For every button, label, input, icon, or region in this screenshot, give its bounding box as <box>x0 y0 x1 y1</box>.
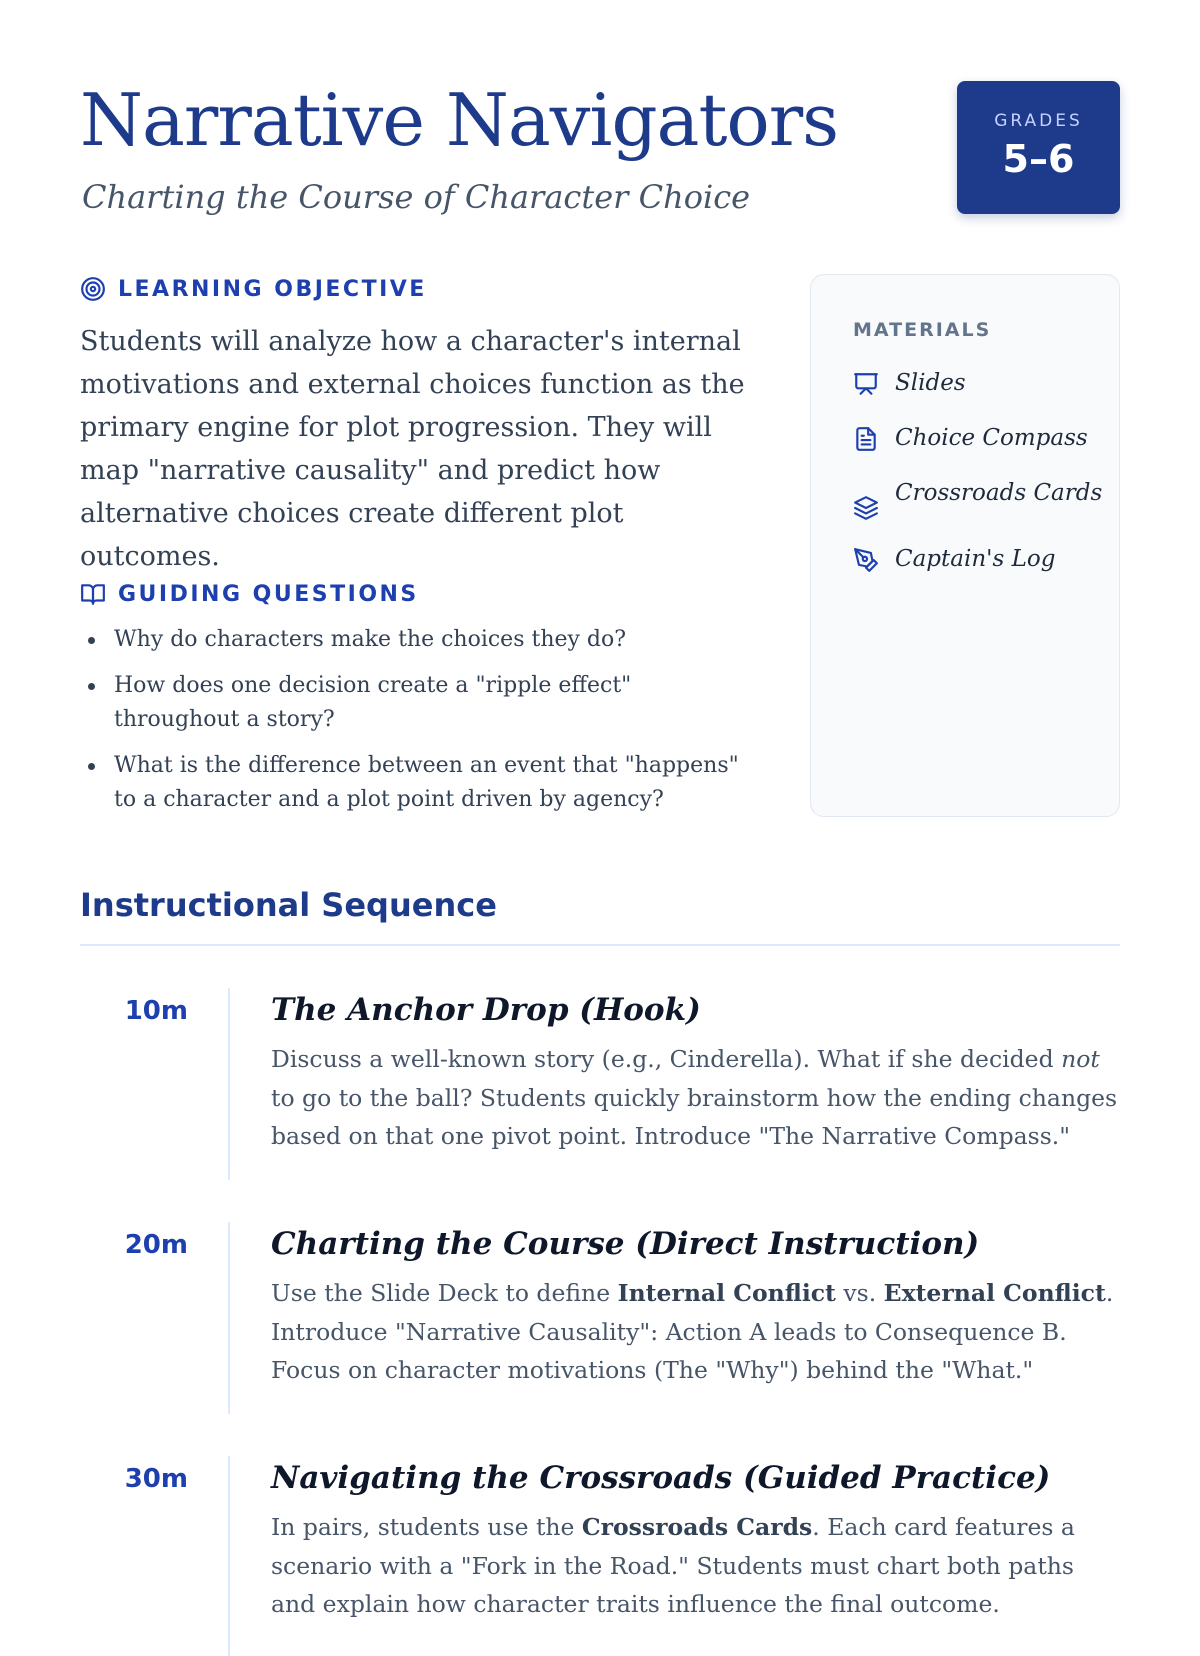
material-item-slides <box>853 367 1103 400</box>
timeline-line <box>228 1222 230 1414</box>
step-duration: 20m <box>124 1230 188 1260</box>
grade-label: GRADES <box>994 111 1083 131</box>
material-label: Choice Compass <box>895 425 1088 451</box>
step-title: Navigating the Crossroads (Guided Practice) <box>271 1460 1051 1496</box>
step-text-run: . Each card features a scenario with a "Fork in the Road." Students must chart both paths and explain how character traits influence the final outcome. <box>271 1513 1075 1618</box>
step-duration: 10m <box>124 996 188 1026</box>
grade-badge <box>957 81 1120 214</box>
material-item-choice-compass <box>853 422 1103 455</box>
sequence-heading: Instructional Sequence <box>80 886 497 924</box>
material-item-captains-log <box>853 543 1103 576</box>
materials-heading: MATERIALS <box>853 319 992 341</box>
page-title: Narrative Navigators <box>80 78 839 162</box>
list-item: What is the difference between an event that "happens" to a character and a plot point driven by agency? <box>80 749 760 817</box>
material-label: Crossroads Cards <box>895 480 1103 506</box>
step-text-run: Discuss a well-known story (e.g., Cinderella). What if she decided <box>271 1045 1062 1073</box>
step-text-run: not <box>1061 1045 1100 1073</box>
guiding-questions-list <box>80 623 760 829</box>
step-duration: 30m <box>124 1464 188 1494</box>
timeline-line <box>228 1456 230 1656</box>
step-body <box>271 1456 1120 1624</box>
material-label: Slides <box>895 370 966 396</box>
document-icon <box>853 426 879 452</box>
section-divider <box>80 944 1120 946</box>
step-body <box>271 1222 1120 1390</box>
material-label: Captain's Log <box>895 546 1056 572</box>
material-item-crossroads-cards <box>853 477 1103 521</box>
timeline-line <box>228 988 230 1180</box>
step-text-run: Use the Slide Deck to define <box>271 1279 618 1307</box>
open-book-icon <box>80 581 106 607</box>
step-text-run: to go to the ball? Students quickly brainstorm how the ending changes based on that one pivot point. Introduce "The Narrative Compass." <box>271 1083 1118 1150</box>
page-subtitle: Charting the Course of Character Choice <box>82 178 751 216</box>
step-title: Charting the Course (Direct Instruction) <box>271 1226 980 1262</box>
step-text-run: In pairs, students use the <box>271 1513 582 1541</box>
list-item: How does one decision create a "ripple effect" throughout a story? <box>80 669 760 737</box>
step-description <box>271 1040 1120 1156</box>
step-text-run: Crossroads Cards <box>581 1513 813 1541</box>
step-text-run: Internal Conflict <box>617 1279 836 1307</box>
list-item: Why do characters make the choices they do? <box>80 623 760 657</box>
step-description <box>271 1508 1120 1624</box>
step-text-run: External Conflict <box>883 1279 1106 1307</box>
step-text-run: . Introduce "Narrative Causality": Action A leads to Consequence B. Focus on character motivations (The "Why") behind the "What." <box>271 1279 1114 1384</box>
step-description <box>271 1274 1120 1390</box>
step-title: The Anchor Drop (Hook) <box>271 992 701 1028</box>
materials-card <box>810 274 1120 817</box>
grade-value: 5–6 <box>1002 137 1075 181</box>
objective-heading-label: LEARNING OBJECTIVE <box>118 276 427 302</box>
questions-heading <box>80 581 419 607</box>
questions-heading-label: GUIDING QUESTIONS <box>118 581 419 607</box>
target-icon <box>80 276 106 302</box>
step-text-run: vs. <box>835 1279 884 1307</box>
step-body <box>271 988 1120 1156</box>
presentation-icon <box>853 371 879 397</box>
objective-heading <box>80 276 427 302</box>
pen-tool-icon <box>853 547 879 573</box>
objective-text: Students will analyze how a character's internal motivations and external choices function as the primary engine for plot progression. They will map "narrative causality" and predict how alternative choices create different plot outcomes. <box>80 326 745 572</box>
materials-list <box>853 367 1103 598</box>
layers-icon <box>853 495 879 521</box>
